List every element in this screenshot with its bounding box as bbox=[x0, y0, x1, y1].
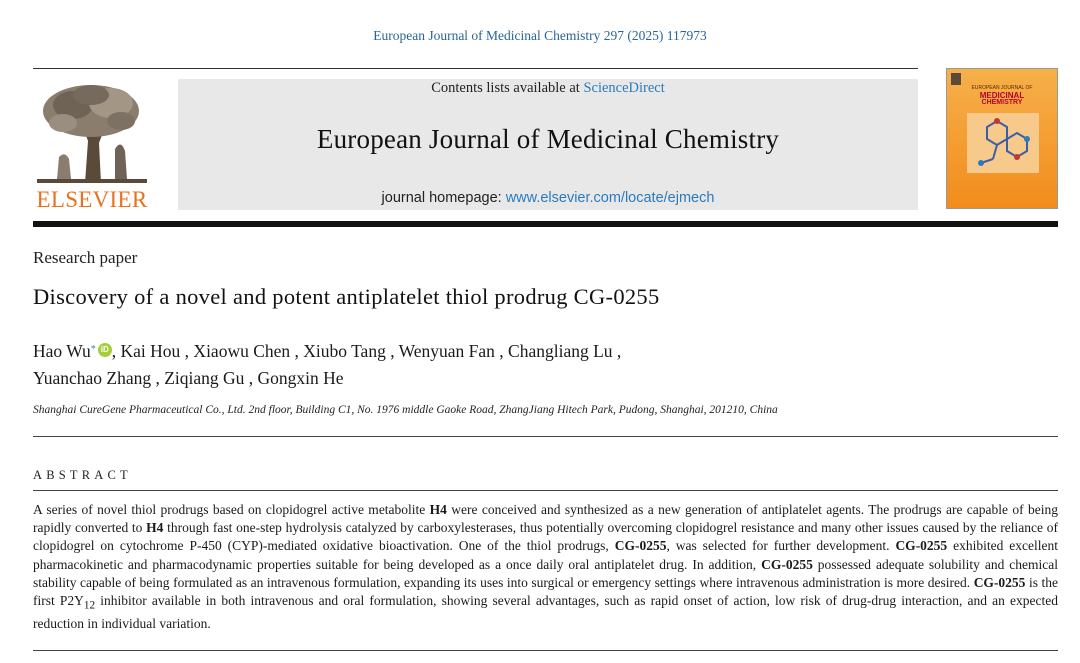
elsevier-logo[interactable] bbox=[33, 79, 151, 212]
abstract-text: exhibited excellent pharmacokinetic and pharmacodynamic properties suitable for being developed as a once daily oral antiplatelet drug. In addition, bbox=[33, 538, 1058, 572]
compound-cg-0255: CG-0255 bbox=[614, 538, 667, 554]
author-list bbox=[33, 338, 1033, 392]
cover-line3: CHEMISTRY bbox=[981, 99, 1023, 106]
contents-prefix: Contents lists available at bbox=[431, 80, 584, 96]
journal-cover-thumbnail[interactable] bbox=[946, 68, 1058, 209]
journal-homepage-line bbox=[178, 190, 918, 206]
abstract-text: inhibitor available in both intravenous and oral formulation, showing several advantages, such as rapid onset of action, low risk of drug-drug interaction, and an expected reduction in individual variation. bbox=[33, 593, 1058, 631]
compound-cg-0255: CG-0255 bbox=[761, 556, 813, 572]
journal-homepage-link[interactable]: www.elsevier.com/locate/ejmech bbox=[505, 190, 715, 206]
publisher-name: ELSEVIER bbox=[36, 187, 148, 212]
abstract-body bbox=[33, 501, 1058, 633]
header-top-rule bbox=[33, 68, 918, 69]
orcid-icon[interactable]: iD bbox=[98, 343, 112, 357]
divider bbox=[33, 436, 1058, 437]
article-type: Research paper bbox=[33, 248, 138, 267]
compound-h4: H4 bbox=[146, 520, 164, 536]
abstract-text: possessed adequate solubility and chemical stability capable of being formulated as an intravenous formulation, expanding its uses into surgical or emergency settings where intravenous administration is more desired. bbox=[33, 556, 1059, 590]
abstract-text: A series of novel thiol prodrugs based on clopidogrel active metabolite bbox=[33, 502, 430, 517]
abstract-text: is the first P2Y bbox=[33, 574, 1058, 609]
subscript-12: 12 bbox=[83, 599, 96, 612]
abstract-text: , was selected for further development. bbox=[666, 538, 896, 554]
author-hao-wu[interactable]: Hao Wu bbox=[33, 341, 91, 361]
cover-molecule-icon bbox=[967, 113, 1039, 173]
journal-title: European Journal of Medicinal Chemistry bbox=[316, 124, 780, 154]
cover-line1: EUROPEAN JOURNAL OF bbox=[971, 85, 1033, 91]
homepage-prefix: journal homepage: bbox=[381, 190, 506, 206]
abstract-text: through fast one-step hydrolysis catalyzed by carboxylesterases, thus potentially overcoming clopidogrel resistance and many other issues caused by the reliance of clopidogrel on cytochrome P-450 (CYP)-mediated oxidative bioactivation. One of the thiol prodrugs, bbox=[33, 520, 1058, 554]
paper-title: Discovery of a novel and potent antiplatelet thiol prodrug CG-0255 bbox=[33, 284, 660, 309]
affiliation: Shanghai CureGene Pharmaceutical Co., Ltd. 2nd floor, Building C1, No. 1976 middle Gaoke Road, ZhangJiang Hitech Park, Pudong, Shanghai, 201210, China bbox=[33, 404, 778, 416]
compound-cg-0255: CG-0255 bbox=[895, 538, 948, 554]
compound-h4: H4 bbox=[429, 502, 447, 517]
abstract-text: were conceived and synthesized as a new generation of antiplatelet agents. The prodrugs are capable of being rapidly converted to bbox=[33, 502, 1058, 536]
cover-publisher-mark bbox=[951, 73, 961, 85]
contents-line bbox=[178, 80, 918, 97]
divider bbox=[33, 490, 1058, 491]
corresponding-author-star[interactable]: * bbox=[90, 344, 96, 355]
abstract-heading: ABSTRACT bbox=[33, 468, 132, 482]
authors-line-1 bbox=[33, 338, 1033, 365]
header-thick-rule bbox=[33, 221, 1058, 227]
compound-cg-0255: CG-0255 bbox=[973, 574, 1026, 590]
divider bbox=[33, 650, 1058, 651]
authors-rest-line-1[interactable]: , Kai Hou , Xiaowu Chen , Xiubo Tang , Wenyuan Fan , Changliang Lu , bbox=[111, 341, 622, 361]
sciencedirect-link[interactable]: ScienceDirect bbox=[583, 80, 665, 96]
authors-line-2[interactable]: Yuanchao Zhang , Ziqiang Gu , Gongxin He bbox=[33, 368, 344, 388]
journal-citation[interactable]: European Journal of Medicinal Chemistry 297 (2025) 117973 bbox=[373, 28, 707, 43]
cover-line2: MEDICINAL bbox=[979, 91, 1025, 100]
